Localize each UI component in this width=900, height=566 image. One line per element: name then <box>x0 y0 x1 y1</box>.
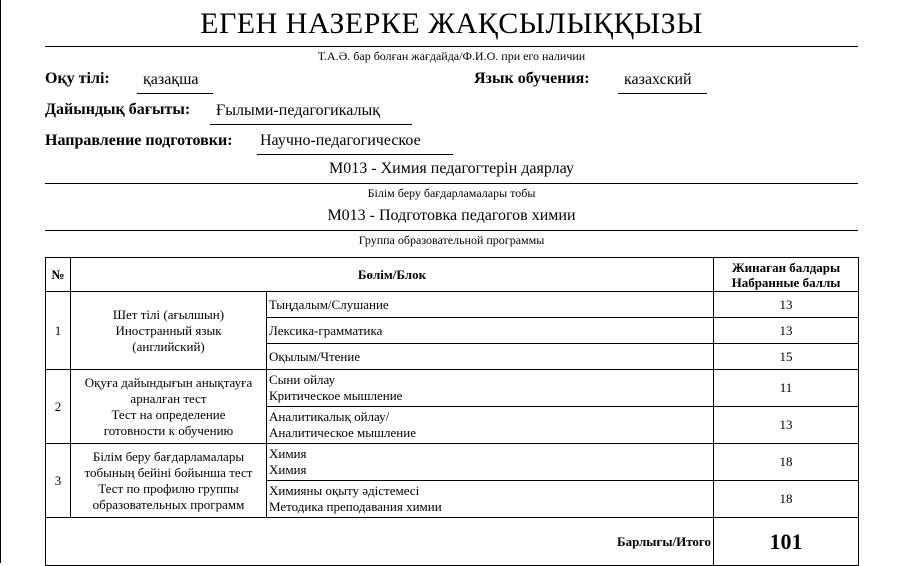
subsection-line: Химия <box>269 462 307 477</box>
header-score-ru: Набранные баллы <box>731 274 841 290</box>
header-section: Бөлім/Блок <box>71 258 714 292</box>
subsection-line: Аналитикалық ойлау/ <box>269 409 390 424</box>
section-1-num: 1 <box>46 292 71 370</box>
section-2-num: 2 <box>46 370 71 444</box>
subsection-line: Критическое мышление <box>269 388 403 403</box>
section-3-num: 3 <box>46 444 71 518</box>
subsection-analytical-thinking <box>267 407 714 444</box>
section-2-title-line: Оқуға дайындығын анықтауға <box>84 374 253 390</box>
table-header-row <box>46 258 859 292</box>
table-row <box>46 370 859 407</box>
subsection-chemistry-methods <box>267 481 714 518</box>
subsection-line: Сыни ойлау <box>269 372 336 387</box>
direction-ru-label: Направление подготовки: <box>45 132 233 149</box>
score-chemistry: 18 <box>714 444 859 481</box>
program-ru: M013 - Подготовка педагогов химии <box>327 207 576 224</box>
score-chemistry-methods: 18 <box>714 481 859 518</box>
subsection-reading: Оқылым/Чтение <box>267 344 714 370</box>
page-left-border <box>0 0 1 563</box>
subsection-critical-thinking <box>267 370 714 407</box>
scores-table <box>45 257 859 566</box>
score-reading: 15 <box>714 344 859 370</box>
full-name: ЕГЕН НАЗЕРКЕ ЖАҚСЫЛЫҚҚЫЗЫ <box>200 7 703 40</box>
section-1-title-line: (английский) <box>132 338 205 354</box>
study-language-kz-underline <box>137 93 213 94</box>
score-analytical-thinking: 13 <box>714 407 859 444</box>
program-ru-caption: Группа образовательной программы <box>358 233 545 247</box>
study-language-kz-label: Оқу тілі: <box>45 70 110 87</box>
section-3-title-line: Тест по профилю группы <box>98 480 239 496</box>
section-3-title-line: тобының бейіні бойынша тест <box>84 464 253 480</box>
direction-kz-underline <box>210 124 412 125</box>
section-3-title-line: образовательных программ <box>92 496 245 512</box>
program-kz: M013 - Химия педагогтерін даярлау <box>329 160 574 177</box>
direction-kz-label: Дайындық бағыты: <box>45 101 191 118</box>
name-rule <box>45 46 858 47</box>
score-critical-thinking: 11 <box>714 370 859 407</box>
total-label: Барлығы/Итого <box>46 518 714 566</box>
section-1-title <box>71 292 267 370</box>
header-score <box>714 258 859 292</box>
section-1-title-line: Шет тілі (ағылшын) <box>112 306 225 322</box>
subsection-chemistry <box>267 444 714 481</box>
study-language-ru-underline <box>618 93 707 94</box>
section-2-title-line: готовности к обучению <box>103 422 234 438</box>
name-caption: Т.А.Ә. бар болған жағдайда/Ф.И.О. при его наличии <box>317 49 586 63</box>
header-score-kz: Жинаған балдары <box>731 259 841 275</box>
table-row <box>46 444 859 481</box>
subsection-line: Аналитическое мышление <box>269 425 416 440</box>
subsection-line: Методика преподавания химии <box>269 499 442 514</box>
section-2-title-line: Тест на определение <box>111 406 226 422</box>
direction-ru-underline <box>257 154 453 155</box>
study-language-ru-value: казахский <box>624 71 692 88</box>
direction-kz-value: Ғылыми-педагогикалық <box>216 102 381 119</box>
total-row <box>46 518 859 566</box>
program-kz-rule <box>45 183 858 184</box>
subsection-line: Химияны оқыту әдістемесі <box>269 483 420 498</box>
section-2-title <box>71 370 267 444</box>
section-1-title-line: Иностранный язык <box>115 322 222 338</box>
study-language-kz-value: қазақша <box>143 71 199 88</box>
section-3-title-line: Білім беру бағдарламалары <box>92 448 245 464</box>
total-value: 101 <box>714 518 859 566</box>
subsection-listening: Тыңдалым/Слушание <box>267 292 714 318</box>
section-2-title-line: арналған тест <box>130 390 207 406</box>
header-num: № <box>46 258 71 292</box>
direction-ru-value: Научно-педагогическое <box>260 132 421 149</box>
score-grammar: 13 <box>714 318 859 344</box>
program-ru-rule <box>45 230 858 231</box>
section-3-title <box>71 444 267 518</box>
study-language-ru-label: Язык обучения: <box>474 70 590 87</box>
program-kz-caption: Білім беру бағдарламалары тобы <box>367 186 536 200</box>
subsection-grammar: Лексика-грамматика <box>267 318 714 344</box>
table-row <box>46 292 859 318</box>
score-listening: 13 <box>714 292 859 318</box>
subsection-line: Химия <box>269 446 307 461</box>
